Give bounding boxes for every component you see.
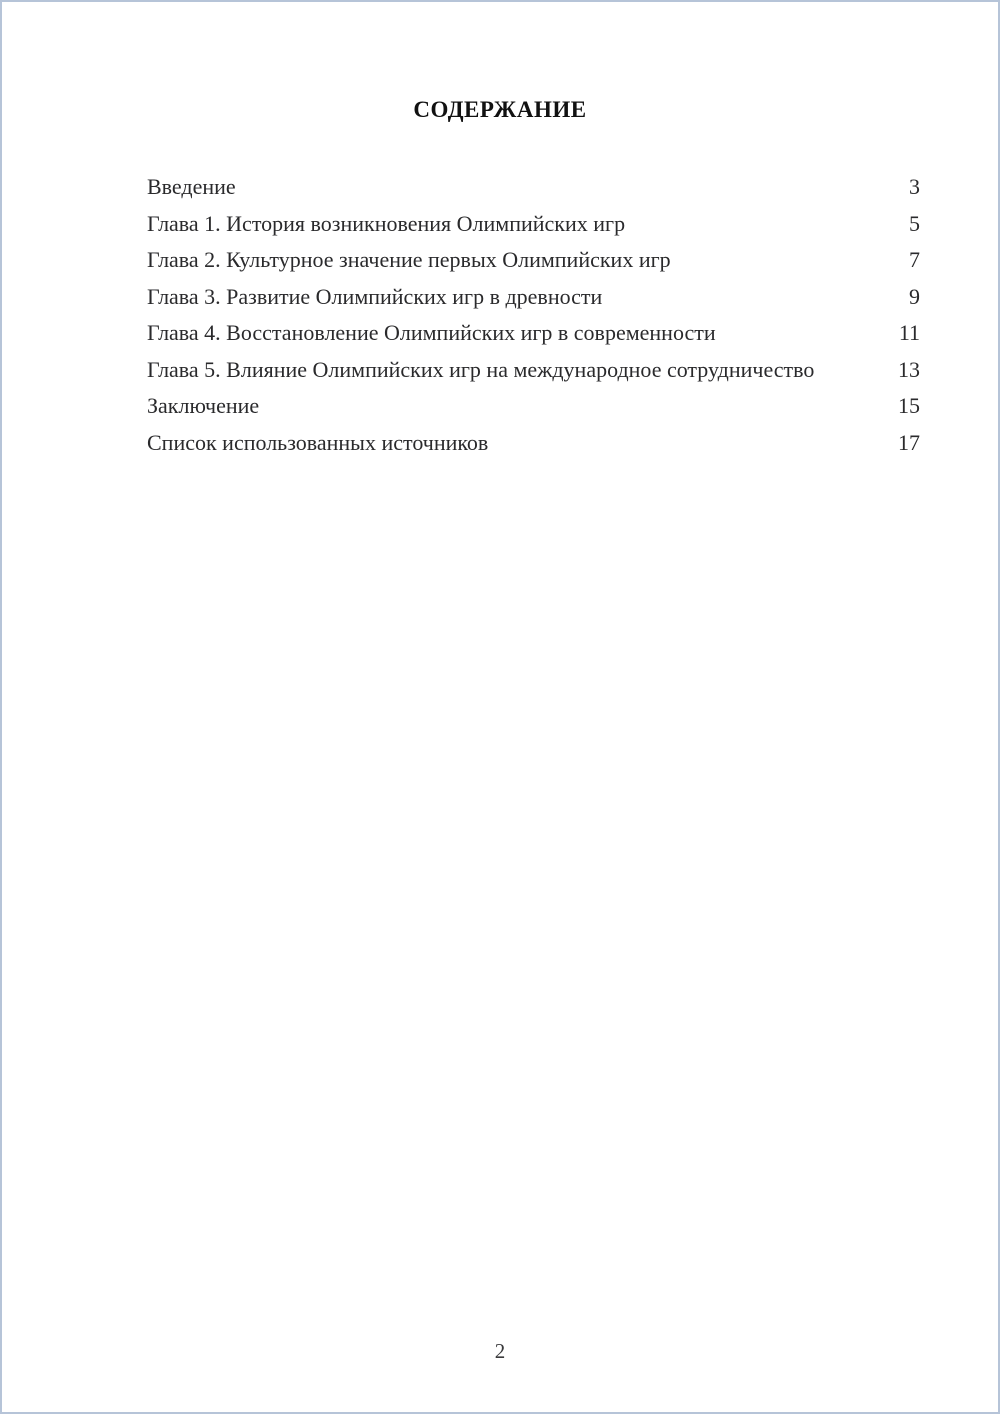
toc-entry xyxy=(147,425,920,462)
toc-entry-label: Глава 1. История возникновения Олимпийских игр xyxy=(147,210,626,236)
page-title: СОДЕРЖАНИЕ xyxy=(413,97,587,122)
toc-entry-label: Введение xyxy=(147,174,236,199)
page-number: 2 xyxy=(494,1339,506,1363)
toc-entry xyxy=(147,352,920,389)
toc-entry-label: Глава 3. Развитие Олимпийских игр в древности xyxy=(147,283,603,309)
toc-entry-label: Глава 4. Восстановление Олимпийских игр в современности xyxy=(147,320,716,345)
toc-entry-page: 11 xyxy=(898,320,920,345)
toc-list xyxy=(147,169,920,461)
toc-entry-page: 17 xyxy=(898,429,920,455)
toc-entry xyxy=(147,388,920,425)
toc-entry-label: Список использованных источников xyxy=(147,429,489,455)
toc-entry xyxy=(147,169,920,206)
toc-entry-page: 3 xyxy=(909,174,920,199)
toc-entry xyxy=(147,206,920,243)
toc-entry-page: 9 xyxy=(909,283,920,309)
toc-entry-page: 13 xyxy=(898,356,920,382)
toc-entry xyxy=(147,315,920,352)
toc-entry-label: Глава 2. Культурное значение первых Олимпийских игр xyxy=(147,247,671,272)
toc-entry-page: 5 xyxy=(909,210,920,236)
toc-entry-page: 7 xyxy=(909,247,920,272)
toc-entry-label: Глава 5. Влияние Олимпийских игр на международное сотрудничество xyxy=(147,356,815,382)
toc-entry-page: 15 xyxy=(898,393,920,418)
toc-entry xyxy=(147,279,920,316)
toc-entry-label: Заключение xyxy=(147,393,260,418)
toc-entry xyxy=(147,242,920,279)
